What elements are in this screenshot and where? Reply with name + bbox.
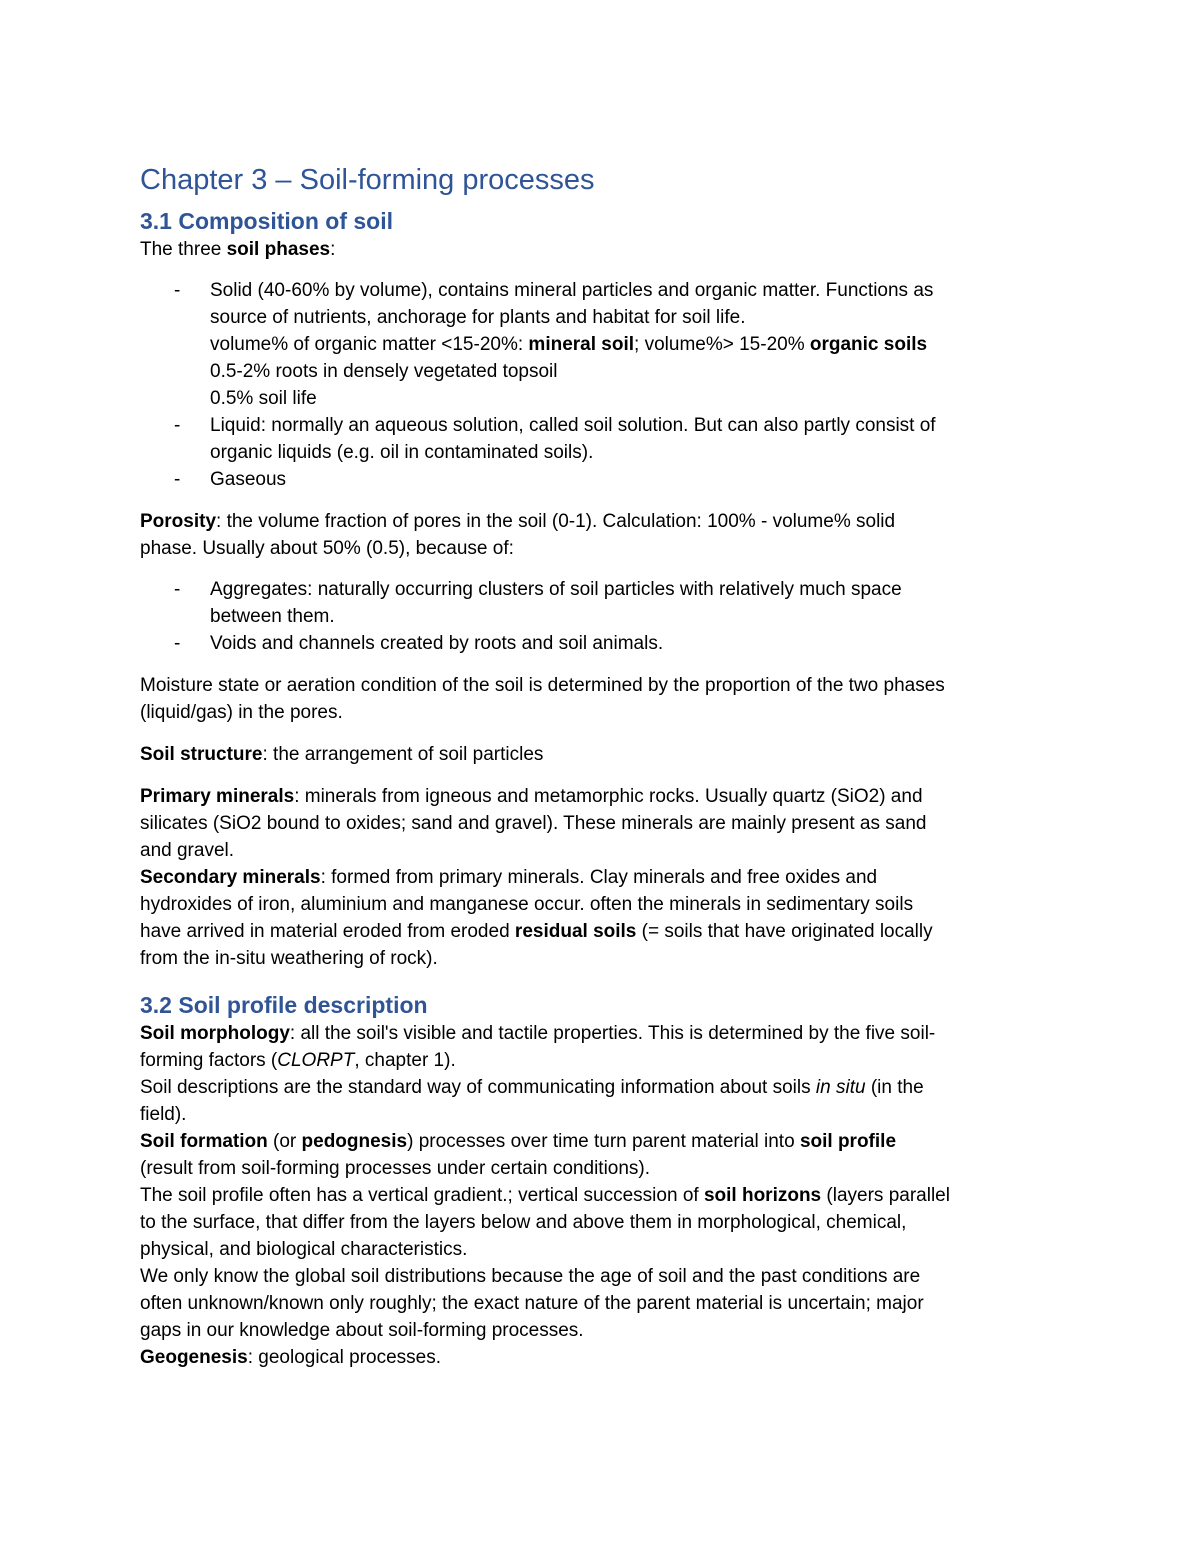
list-item-liquid: - Liquid: normally an aqueous solution, called soil solution. But can also partly consist of organic liquids (e.g. oil in contaminated soils). — [174, 415, 936, 463]
moisture-paragraph: Moisture state or aeration condition of the soil is determined by the proportion of the two phases (liquid/gas) in the pores. — [140, 675, 945, 723]
list-item-gaseous: - Gaseous — [174, 469, 287, 490]
document-page — [140, 160, 1065, 1371]
primary-minerals-paragraph: Primary minerals: minerals from igneous and metamorphic rocks. Usually quartz (SiO2) and silicates (SiO2 bound to oxides; sand and gravel). These minerals are mainly present as sand and gravel. — [140, 786, 927, 861]
secondary-minerals-paragraph: Secondary minerals: formed from primary minerals. Clay minerals and free oxides and hydroxides of iron, aluminium and manganese occur. often the minerals in sedimentary soils have arrived in material eroded from eroded residual soils (= soils that have originated locally from the in-situ weathering of rock). — [140, 867, 933, 969]
global-distribution-paragraph: We only know the global soil distributions because the age of soil and the past conditions are often unknown/known only roughly; the exact nature of the parent material is uncertain; major gaps in our knowledge about soil-forming processes. — [140, 1266, 924, 1341]
porosity-paragraph: Porosity: the volume fraction of pores in the soil (0-1). Calculation: 100% - volume% solid phase. Usually about 50% (0.5), because of: — [140, 511, 896, 559]
soil-phases-list — [140, 277, 1065, 493]
soil-formation-paragraph: Soil formation (or pedognesis) processes over time turn parent material into soil profile (result from soil-forming processes under certain conditions). — [140, 1131, 897, 1179]
soil-morphology-paragraph: Soil morphology: all the soil's visible and tactile properties. This is determined by the five soil- forming factors (CLORPT, chapter 1). — [140, 1023, 936, 1071]
chapter-title: Chapter 3 – Soil-forming processes — [140, 164, 595, 196]
soil-phases-intro: The three soil phases: — [140, 239, 336, 260]
geogenesis-paragraph: Geogenesis: geological processes. — [140, 1347, 441, 1368]
section-heading-3-1: 3.1 Composition of soil — [140, 208, 394, 234]
soil-descriptions-paragraph: Soil descriptions are the standard way of communicating information about soils in situ (in the field). — [140, 1077, 924, 1125]
list-item-aggregates: - Aggregates: naturally occurring clusters of soil particles with relatively much space between them. — [174, 579, 902, 627]
section-heading-3-2: 3.2 Soil profile description — [140, 992, 428, 1018]
soil-profile-paragraph: The soil profile often has a vertical gradient.; vertical succession of soil horizons (layers parallel to the surface, that differ from the layers below and above them in morphological, chemical, physical, and biological characteristics. — [140, 1185, 950, 1260]
soil-structure-paragraph: Soil structure: the arrangement of soil particles — [140, 744, 544, 765]
porosity-list — [140, 576, 1065, 657]
list-item-voids: - Voids and channels created by roots and soil animals. — [174, 633, 664, 654]
list-item-solid: - Solid (40-60% by volume), contains mineral particles and organic matter. Functions as source of nutrients, anchorage for plants and habitat for soil life. volume% of organic matter <15-20%: mineral soil; volume%> 15-20% organic soils 0.5-2% roots in densely vegetated topsoil 0.5% soil life — [174, 280, 934, 409]
